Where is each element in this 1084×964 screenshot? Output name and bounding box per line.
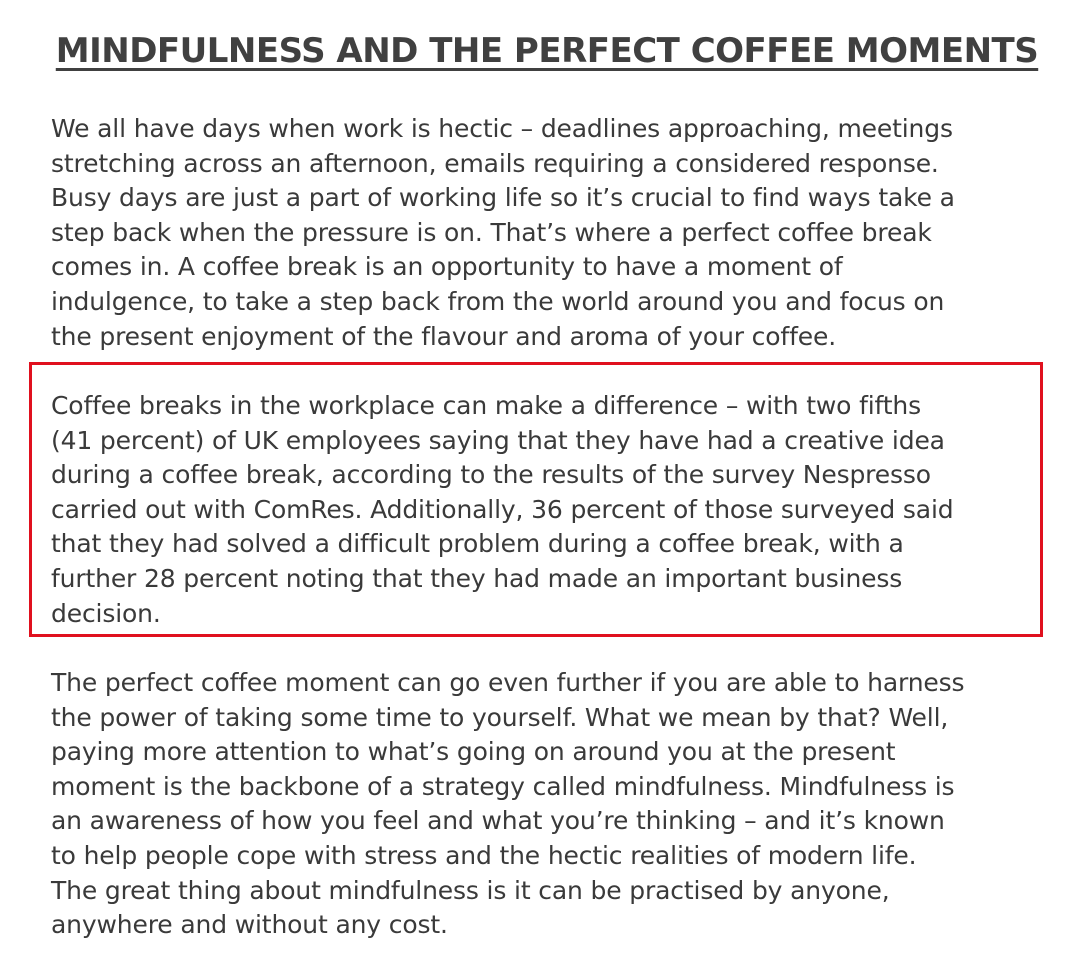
paragraph-line: Coffee breaks in the workplace can make a difference – with two fifths (51, 391, 921, 420)
paragraph-line: anywhere and without any cost. (51, 910, 448, 940)
paragraph-mindfulness (51, 666, 1051, 943)
paragraph-line: indulgence, to take a step back from the world around you and focus on (51, 286, 945, 316)
paragraph-line: the present enjoyment of the flavour and aroma of your coffee. (51, 321, 836, 351)
paragraph-line: The perfect coffee moment can go even further if you are able to harness (51, 668, 965, 697)
paragraph-highlighted (51, 389, 1051, 631)
paragraph-line: stretching across an afternoon, emails requiring a considered response. (51, 148, 939, 178)
paragraph-line: comes in. A coffee break is an opportunity to have a moment of (51, 252, 843, 282)
paragraph-line: (41 percent) of UK employees saying that they have had a creative idea (51, 425, 945, 455)
paragraph-line: decision. (51, 598, 161, 628)
paragraph-line: Busy days are just a part of working life so it’s crucial to find ways take a (51, 183, 955, 213)
paragraph-line: step back when the pressure is on. That’s where a perfect coffee break (51, 217, 932, 247)
paragraph-line: further 28 percent noting that they had made an important business (51, 563, 903, 593)
paragraph-line: paying more attention to what’s going on around you at the present (51, 737, 896, 767)
paragraph-line: an awareness of how you feel and what you’re thinking – and it’s known (51, 806, 945, 836)
paragraph-intro (51, 112, 1051, 354)
paragraph-line: The great thing about mindfulness is it can be practised by anyone, (51, 875, 890, 905)
paragraph-line: the power of taking some time to yourself. What we mean by that? Well, (51, 702, 949, 732)
page-title: MINDFULNESS AND THE PERFECT COFFEE MOMENTS (55, 31, 1039, 71)
paragraph-line: to help people cope with stress and the hectic realities of modern life. (51, 840, 917, 870)
paragraph-line: that they had solved a difficult problem during a coffee break, with a (51, 529, 904, 559)
paragraph-line: during a coffee break, according to the results of the survey Nespresso (51, 460, 931, 490)
paragraph-line: carried out with ComRes. Additionally, 36 percent of those surveyed said (51, 494, 954, 524)
paragraph-line: We all have days when work is hectic – deadlines approaching, meetings (51, 114, 953, 143)
paragraph-line: moment is the backbone of a strategy called mindfulness. Mindfulness is (51, 771, 955, 801)
